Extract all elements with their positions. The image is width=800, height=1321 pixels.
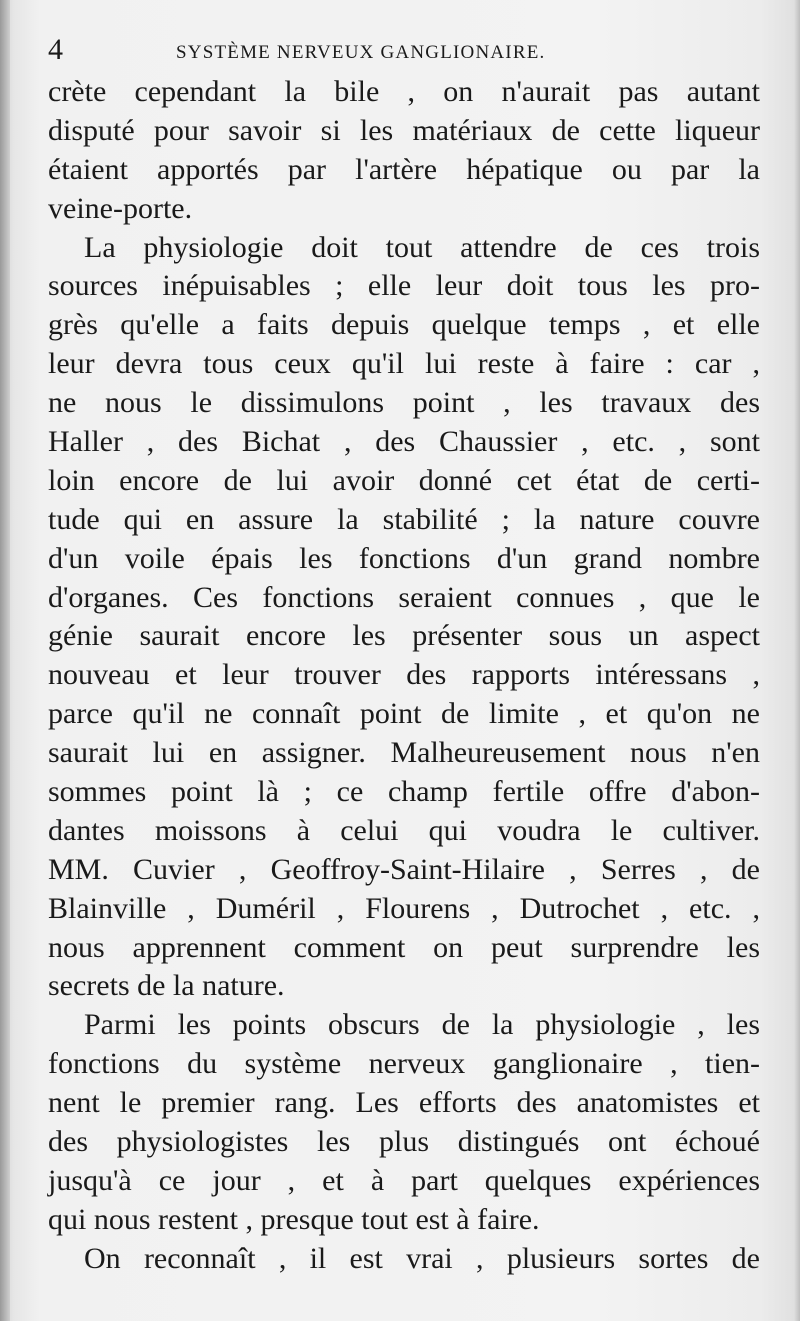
body-text: [48, 73, 760, 1279]
text-line: ne nous le dissimulons point , les travaux des: [48, 386, 760, 420]
text-line: Haller , des Bichat , des Chaussier , etc. , sont: [48, 425, 760, 459]
text-line: secrets de la nature.: [48, 969, 285, 1003]
text-line: dantes moissons à celui qui voudra le cultiver.: [48, 813, 760, 847]
text-line: crète cependant la bile , on n'aurait pas autant: [48, 75, 760, 108]
text-line: Parmi les points obscurs de la physiologie , les: [84, 1008, 760, 1042]
page-header: [48, 34, 758, 66]
text-line: nent le premier rang. Les efforts des anatomistes et: [48, 1086, 760, 1120]
text-line: Blainville , Duméril , Flourens , Dutrochet , etc. ,: [48, 891, 760, 925]
text-line: saurait lui en assigner. Malheureusement nous n'en: [48, 736, 760, 770]
text-line: d'organes. Ces fonctions seraient connues , que le: [48, 580, 760, 614]
text-line: sommes point là ; ce champ fertile offre d'abon-: [48, 775, 760, 809]
text-line: tude qui en assure la stabilité ; la nature couvre: [48, 502, 760, 536]
text-line: grès qu'elle a faits depuis quelque temps , et elle: [48, 308, 760, 342]
text-line: fonctions du système nerveux ganglionaire , tien-: [48, 1047, 760, 1081]
text-line: loin encore de lui avoir donné cet état de certi-: [48, 463, 760, 497]
text-line: d'un voile épais les fonctions d'un grand nombre: [48, 541, 760, 575]
text-line: disputé pour savoir si les matériaux de cette liqueur: [48, 113, 760, 147]
text-line: MM. Cuvier , Geoffroy-Saint-Hilaire , Serres , de: [48, 852, 760, 886]
text-line: sources inépuisables ; elle leur doit tous les pro-: [48, 269, 760, 303]
text-line: des physiologistes les plus distingués ont échoué: [48, 1125, 760, 1159]
text-line: veine-porte.: [48, 191, 193, 225]
text-line: La physiologie doit tout attendre de ces trois: [84, 230, 760, 264]
page-number: 4: [48, 33, 63, 66]
text-line: qui nous restent , presque tout est à faire.: [48, 1202, 540, 1236]
text-line: étaient apportés par l'artère hépatique ou par la: [48, 152, 760, 186]
text-line: génie saurait encore les présenter sous un aspect: [48, 619, 760, 653]
text-line: leur devra tous ceux qu'il lui reste à faire : car ,: [48, 347, 760, 381]
text-line: parce qu'il ne connaît point de limite , et qu'on ne: [48, 697, 760, 731]
text-line: nouveau et leur trouver des rapports intéressans ,: [48, 658, 760, 692]
running-title: SYSTÈME NERVEUX GANGLIONAIRE.: [176, 42, 546, 63]
text-line: jusqu'à ce jour , et à part quelques expériences: [48, 1163, 760, 1197]
text-line: On reconnaît , il est vrai , plusieurs sortes de: [84, 1241, 760, 1275]
text-line: nous apprennent comment on peut surprendre les: [48, 930, 760, 964]
